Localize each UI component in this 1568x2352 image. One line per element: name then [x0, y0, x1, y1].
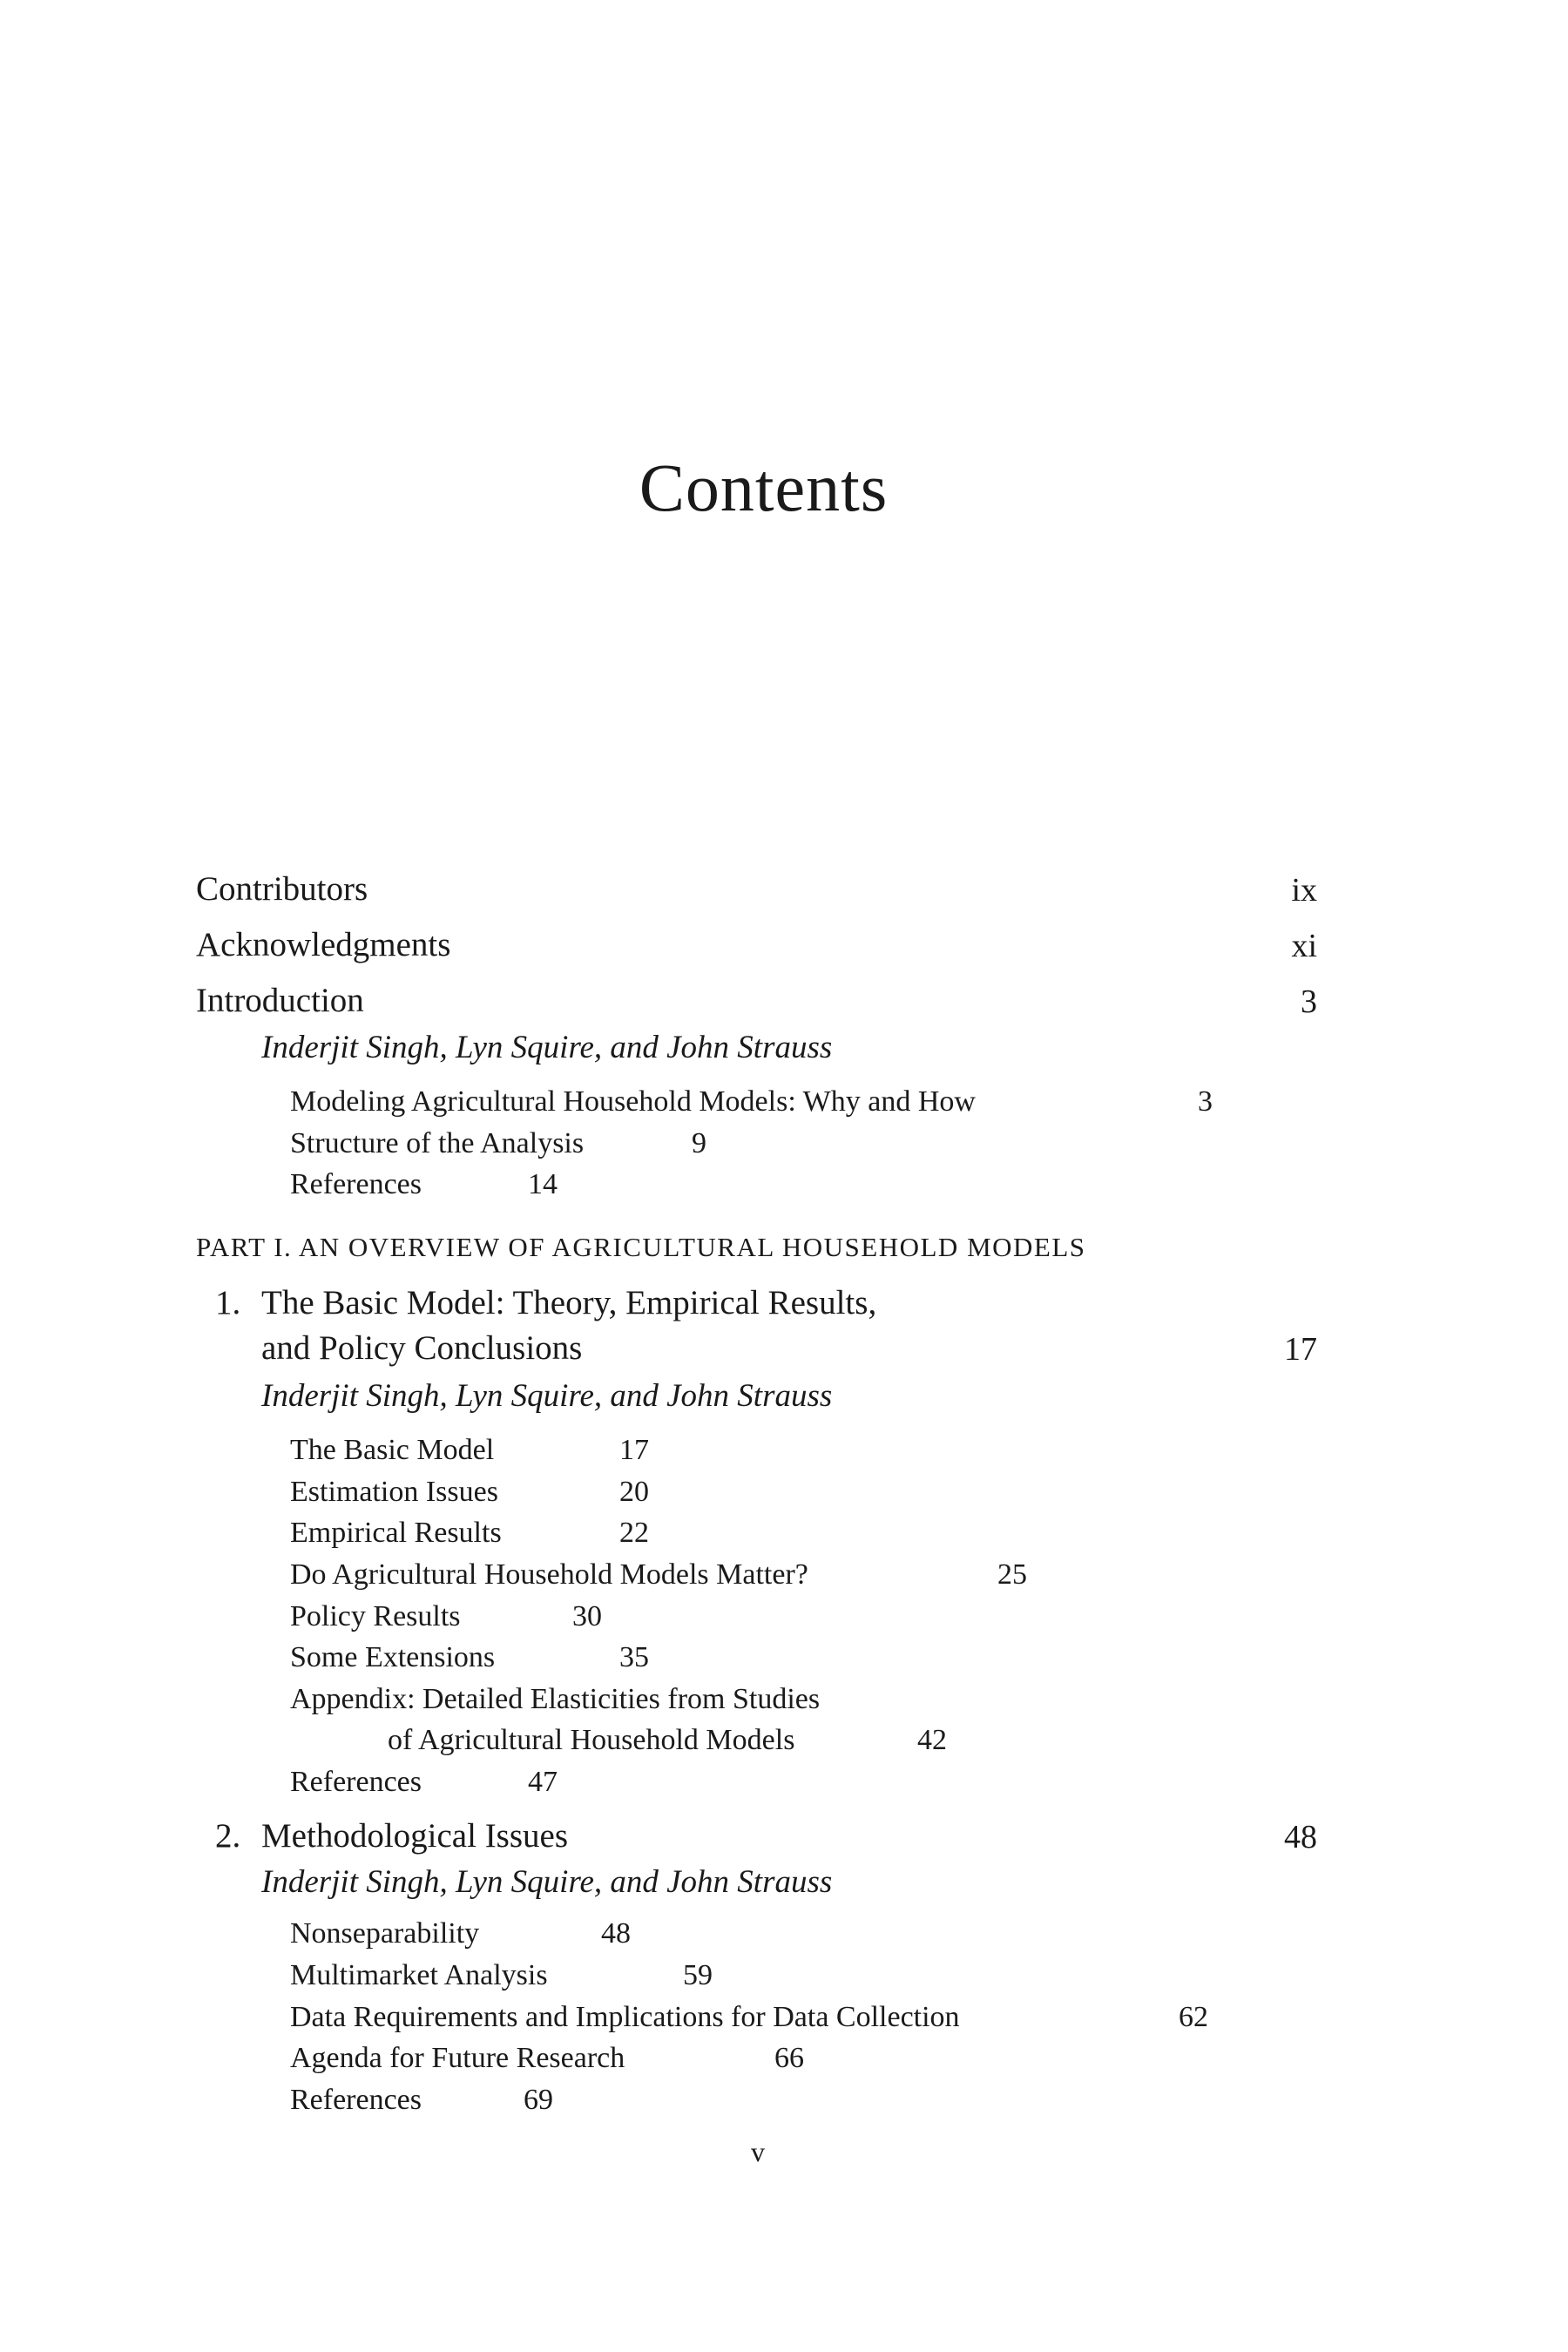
toc-entry-introduction[interactable]: Introduction — [196, 982, 364, 1019]
chapter-section-page: 17 — [619, 1434, 649, 1466]
chapter-section[interactable]: References — [290, 1766, 422, 1798]
chapter-section[interactable]: References — [290, 2084, 422, 2116]
chapter-authors: Inderjit Singh, Lyn Squire, and John Strauss — [261, 1378, 833, 1414]
chapter-title-line1[interactable]: Methodological Issues — [261, 1817, 569, 1855]
chapter-section-page: 59 — [683, 1959, 713, 1991]
chapter-page: 17 — [1284, 1331, 1317, 1368]
toc-entry-acknowledgments[interactable]: Acknowledgments — [196, 926, 451, 963]
chapter-section-page: 22 — [619, 1517, 649, 1549]
chapter-section[interactable]: Multimarket Analysis — [290, 1959, 548, 1991]
chapter-section-continued[interactable]: of Agricultural Household Models — [388, 1724, 795, 1756]
chapter-title-line2[interactable]: and Policy Conclusions — [261, 1329, 583, 1367]
chapter-section-page: 20 — [619, 1476, 649, 1508]
toc-page-contributors: ix — [1291, 872, 1317, 909]
chapter-section[interactable]: Policy Results — [290, 1600, 461, 1632]
chapter-section[interactable]: Data Requirements and Implications for Data Collection — [290, 2001, 960, 2033]
chapter-section[interactable]: Appendix: Detailed Elasticities from Studies — [290, 1683, 821, 1715]
intro-section-page: 3 — [1198, 1085, 1213, 1118]
toc-entry-contributors[interactable]: Contributors — [196, 870, 368, 908]
chapter-authors: Inderjit Singh, Lyn Squire, and John Strauss — [261, 1864, 833, 1900]
chapter-section[interactable]: Some Extensions — [290, 1641, 496, 1673]
chapter-section-page: 69 — [524, 2084, 553, 2116]
toc-page-acknowledgments: xi — [1291, 928, 1317, 964]
intro-section[interactable]: Modeling Agricultural Household Models: Why and How — [290, 1085, 976, 1118]
chapter-section-page: 47 — [528, 1766, 558, 1798]
chapter-section-page: 30 — [572, 1600, 602, 1632]
chapter-section[interactable]: Do Agricultural Household Models Matter? — [290, 1558, 808, 1591]
chapter-title-line1[interactable]: The Basic Model: Theory, Empirical Results, — [261, 1284, 877, 1321]
chapter-section[interactable]: Estimation Issues — [290, 1476, 498, 1508]
chapter-section-page: 48 — [601, 1917, 631, 1950]
toc-page-introduction: 3 — [1301, 983, 1317, 1020]
chapter-section-page: 35 — [619, 1641, 649, 1673]
chapter-section-page: 42 — [917, 1724, 947, 1756]
page-folio: v — [751, 2136, 765, 2167]
intro-section-page: 9 — [692, 1127, 706, 1159]
chapter-section-page: 62 — [1179, 2001, 1208, 2033]
chapter-section[interactable]: Agenda for Future Research — [290, 2042, 625, 2074]
intro-section[interactable]: Structure of the Analysis — [290, 1127, 585, 1159]
chapter-number: 1. — [215, 1284, 241, 1321]
chapter-section[interactable]: Empirical Results — [290, 1517, 502, 1549]
chapter-section-page: 25 — [997, 1558, 1027, 1591]
intro-authors: Inderjit Singh, Lyn Squire, and John Strauss — [261, 1030, 833, 1065]
chapter-section[interactable]: Nonseparability — [290, 1917, 480, 1950]
chapter-section[interactable]: The Basic Model — [290, 1434, 495, 1466]
part-heading: PART I. AN OVERVIEW OF AGRICULTURAL HOUSEHOLD MODELS — [196, 1232, 1086, 1262]
page-title: Contents — [639, 449, 889, 525]
intro-section-page: 14 — [528, 1168, 558, 1200]
chapter-page: 48 — [1284, 1819, 1317, 1855]
chapter-section-page: 66 — [774, 2042, 804, 2074]
intro-section[interactable]: References — [290, 1168, 422, 1200]
chapter-number: 2. — [215, 1817, 241, 1855]
